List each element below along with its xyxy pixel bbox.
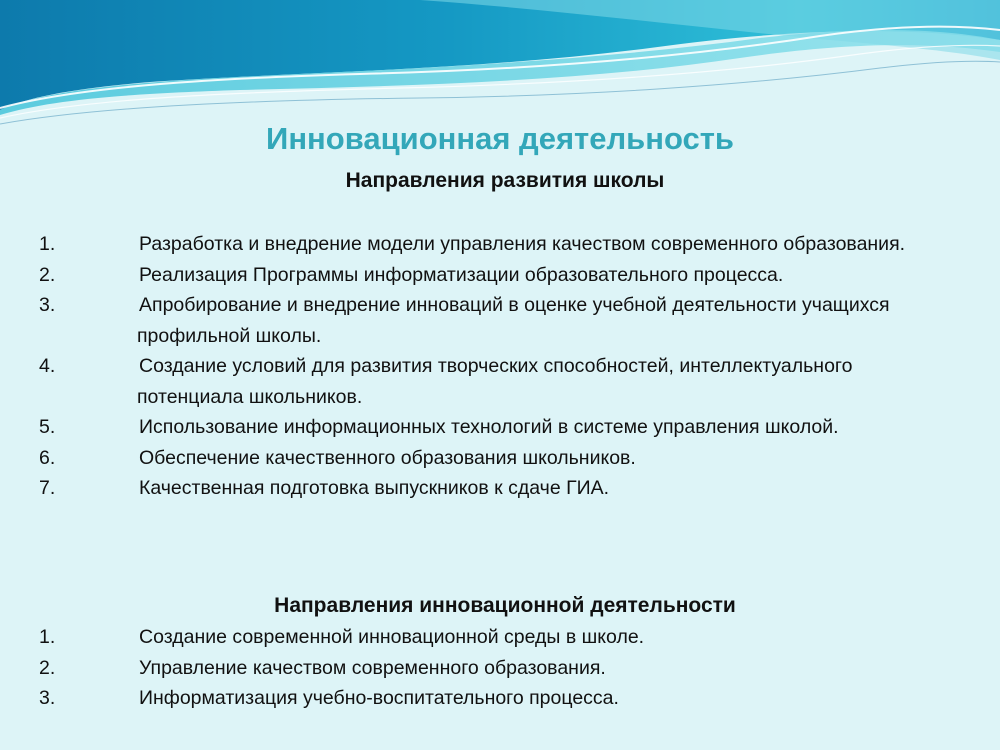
item-number: 4. — [39, 355, 56, 377]
item-text: Использование информационных технологий в системе управления школой. — [139, 416, 839, 438]
slide-title: Инновационная деятельность — [266, 121, 734, 156]
item-text: Создание условий для развития творческих способностей, интеллектуального потенциала школьников. — [137, 355, 853, 408]
wave-header-decoration — [0, 0, 1000, 130]
item-number: 1. — [39, 626, 56, 648]
item-text: Разработка и внедрение модели управления качеством современного образования. — [139, 233, 906, 255]
list-item — [0, 351, 1000, 412]
innovation-directions-list — [0, 622, 1000, 714]
item-text: Создание современной инновационной среды в школе. — [139, 626, 645, 648]
list-item — [0, 443, 1000, 474]
item-number: 5. — [39, 416, 56, 438]
item-text: Апробирование и внедрение инноваций в оценке учебной деятельности учащихся профильной школы. — [137, 294, 890, 347]
innovation-directions-heading: Направления инновационной деятельности — [274, 594, 736, 617]
list-item — [0, 412, 1000, 443]
item-number: 3. — [39, 687, 56, 709]
list-item — [0, 260, 1000, 291]
item-number: 7. — [39, 477, 56, 499]
list-item — [0, 290, 1000, 351]
list-item — [0, 229, 1000, 260]
item-text: Обеспечение качественного образования школьников. — [139, 446, 636, 469]
item-number: 2. — [39, 263, 56, 286]
item-text: Реализация Программы информатизации образовательного процесса. — [139, 263, 784, 286]
item-number: 2. — [39, 656, 56, 679]
item-number: 3. — [39, 294, 56, 316]
school-directions-list — [0, 229, 1000, 504]
item-number: 1. — [39, 233, 56, 255]
list-item — [0, 622, 1000, 653]
school-directions-heading: Направления развития школы — [345, 169, 665, 192]
item-text: Качественная подготовка выпускников к сдаче ГИА. — [139, 477, 610, 499]
list-item — [0, 473, 1000, 504]
list-item — [0, 653, 1000, 684]
item-text: Управление качеством современного образования. — [139, 656, 606, 679]
item-text: Информатизация учебно-воспитательного процесса. — [139, 687, 619, 709]
item-number: 6. — [39, 446, 56, 469]
list-item — [0, 683, 1000, 714]
